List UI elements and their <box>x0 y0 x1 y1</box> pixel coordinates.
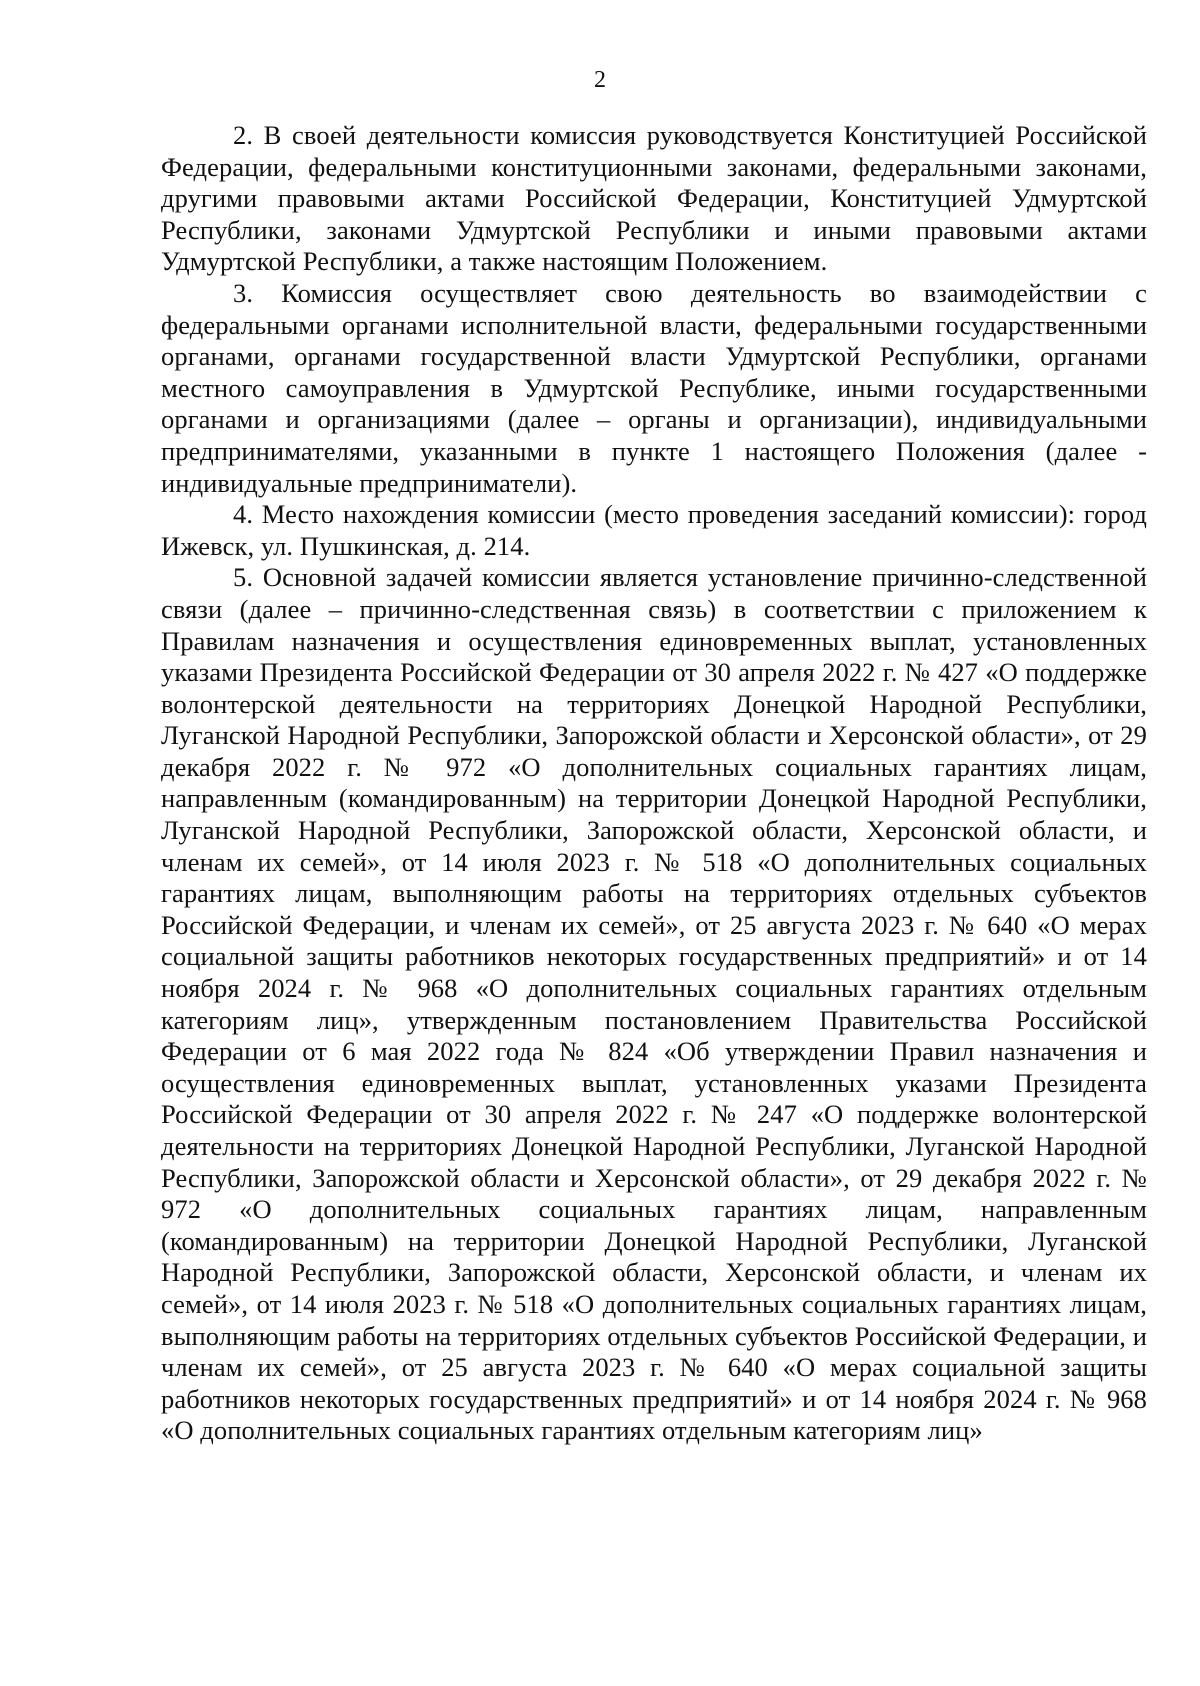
page-number: 2 <box>594 67 606 93</box>
paragraph-2: 2. В своей деятельности комиссия руководствуется Конституцией Российской Федерации, федеральными конституционными законами, федеральными законами, другими правовыми актами Российской Федерации, Конституцией Удмуртской Республики, законами Удмуртской Республики и иными правовыми актами Удмуртской Республики, а также настоящим Положением. <box>161 120 1147 277</box>
paragraph-5: 5. Основной задачей комиссии является установление причинно-следственной связи (далее – причинно-следственная связь) в соответствии с приложением к Правилам назначения и осуществления единовременных выплат, установленных указами Президента Российской Федерации от 30 апреля 2022 г. № 427 «О поддержке волонтерской деятельности на территориях Донецкой Народной Республики, Луганской Народной Республики, Запорожской области и Херсонской области», от 29 декабря 2022 г. № 972 «О дополнительных социальных гарантиях лицам, направленным (командированным) на территории Донецкой Народной Республики, Луганской Народной Республики, Запорожской области, Херсонской области, и членам их семей», от 14 июля 2023 г. № 518 «О дополнительных социальных гарантиях лицам, выполняющим работы на территориях отдельных субъектов Российской Федерации, и членам их семей», от 25 августа 2023 г. № 640 «О мерах социальной защиты работников некоторых государственных предприятий» и от 14 ноября 2024 г. № 968 «О дополнительных социальных гарантиях отдельным категориям лиц», утвержденным постановлением Правительства Российской Федерации от 6 мая 2022 года № 824 «Об утверждении Правил назначения и осуществления единовременных выплат, установленных указами Президента Российской Федерации от 30 апреля 2022 г. № 247 «О поддержке волонтерской деятельности на территориях Донецкой Народной Республики, Луганской Народной Республики, Запорожской области и Херсонской области», от 29 декабря 2022 г. № 972 «О дополнительных социальных гарантиях лицам, направленным (командированным) на территории Донецкой Народной Республики, Луганской Народной Республики, Запорожской области, Херсонской области, и членам их семей», от 14 июля 2023 г. № 518 «О дополнительных социальных гарантиях лицам, выполняющим работы на территориях отдельных субъектов Российской Федерации, и членам их семей», от 25 августа 2023 г. № 640 «О мерах социальной защиты работников некоторых государственных предприятий» и от 14 ноября 2024 г. № 968 «О дополнительных социальных гарантиях отдельным категориям лиц» <box>161 562 1147 1446</box>
paragraph-4: 4. Место нахождения комиссии (место проведения заседаний комиссии): город Ижевск, ул. Пушкинская, д. 214. <box>161 499 1147 561</box>
document-body <box>161 120 1147 1447</box>
paragraph-3: 3. Комиссия осуществляет свою деятельность во взаимодействии с федеральными органами исполнительной власти, федеральными государственными органами, органами государственной власти Удмуртской Республики, органами местного самоуправления в Удмуртской Республике, иными государственными органами и организациями (далее – органы и организации), индивидуальными предпринимателями, указанными в пункте 1 настоящего Положения (далее - индивидуальные предприниматели). <box>161 277 1147 498</box>
